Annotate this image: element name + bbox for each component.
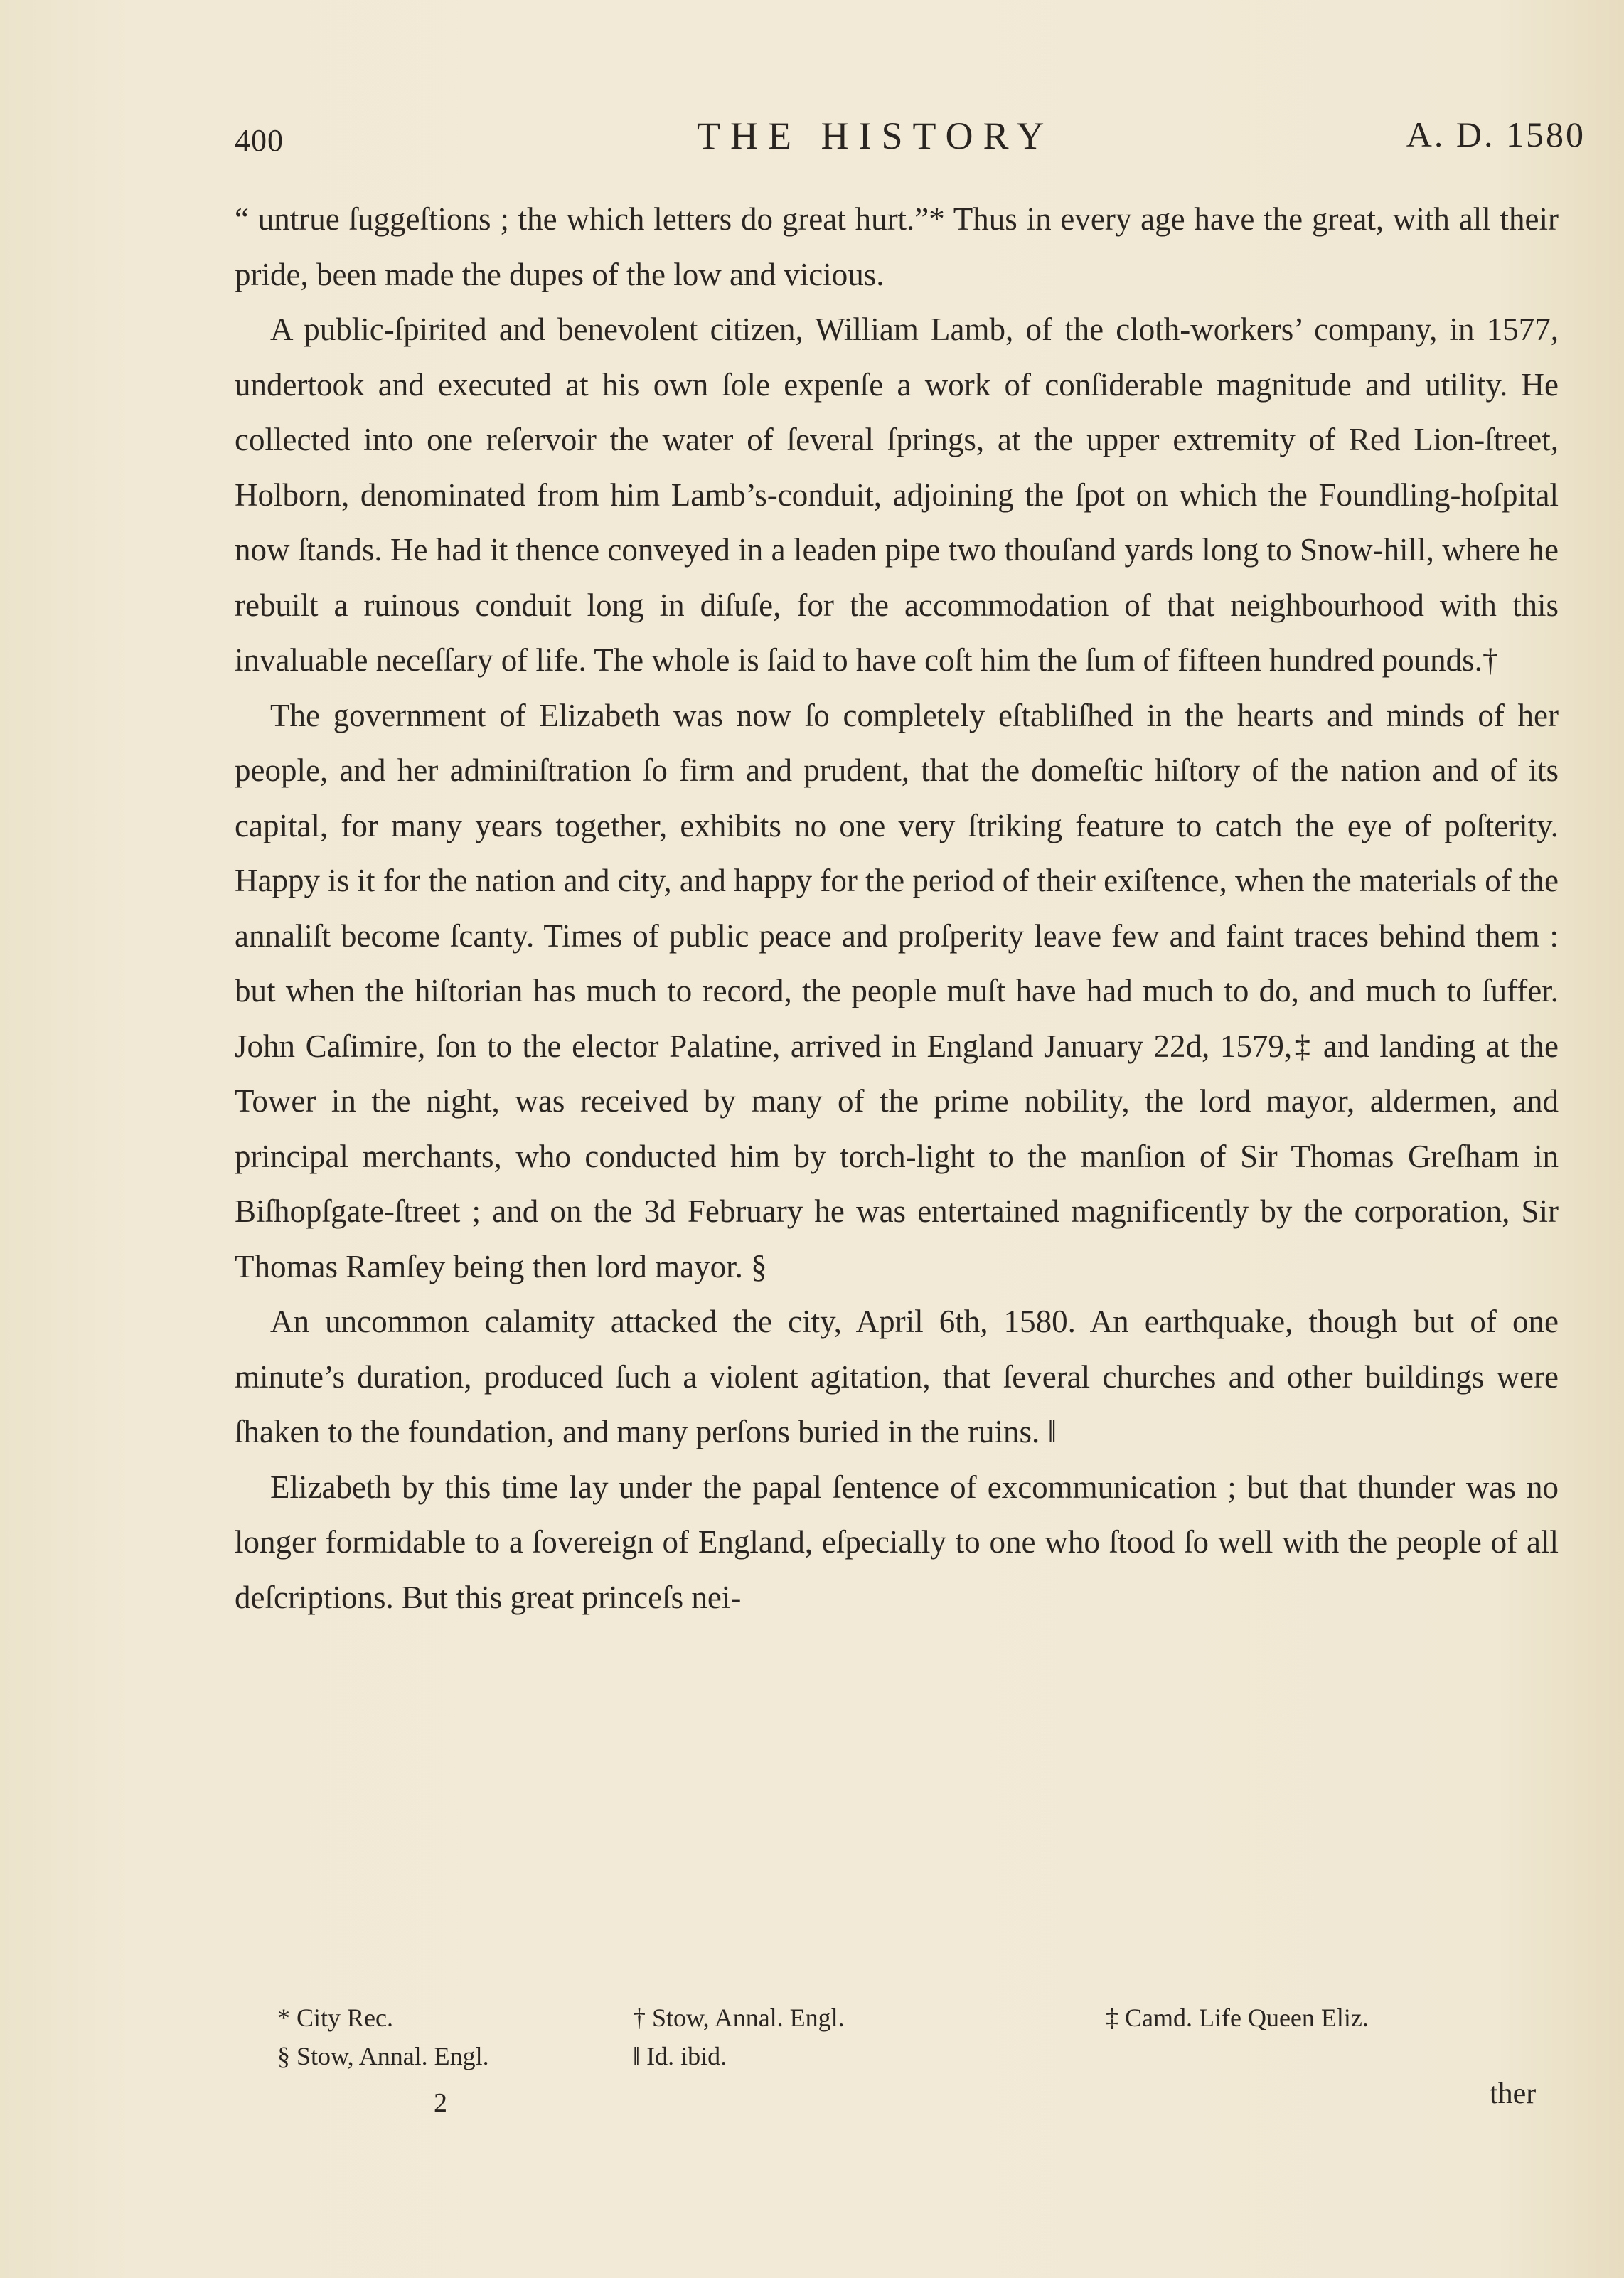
paragraph: “ untrue ſuggeſtions ; the which letters do great hurt.”* Thus in every age have the great, with all their pride, been made the dupes of the low and vicious. xyxy=(235,201,1559,292)
paragraph: An uncommon calamity attacked the city, April 6th, 1580. An earthquake, though but of one minute’s duration, produced ſuch a violent agitation, that ſeveral churches and other buildings were ſhaken to the foundation, and many perſons buried in the ruins. ‖ xyxy=(235,1304,1559,1449)
signature-mark: 2 xyxy=(434,2088,447,2118)
footnote: § Stow, Annal. Engl. xyxy=(277,2042,489,2070)
footnotes xyxy=(235,1998,1559,2075)
page-number: 400 xyxy=(235,123,284,158)
footnote: ‡ Camd. Life Queen Eliz. xyxy=(1106,2003,1369,2032)
footnote: ‖ Id. ibid. xyxy=(633,2042,727,2070)
running-title: THE HISTORY xyxy=(697,115,1054,157)
catchword: ther xyxy=(1490,2077,1537,2110)
page-header xyxy=(235,114,1586,164)
paragraph: A public-ſpirited and benevolent citizen, William Lamb, of the cloth-workers’ company, in 1577, undertook and executed at his own ſole expenſe a work of conſiderable magnitude and utility. He collected into one reſervoir the water of ſeveral ſprings, at the upper extremity of Red Lion-ſtreet, Holborn, denominated from him Lamb’s-conduit, adjoining the ſpot on which the Foundling-hoſpital now ſtands. He had it thence conveyed in a leaden pipe two thouſand yards long to Snow-hill, where he rebuilt a ruinous conduit long in diſuſe, for the accommodation of that neighbourhood with this invaluable neceſſary of life. The whole is ſaid to have coſt him the ſum of fifteen hundred pounds.† xyxy=(235,312,1559,678)
footnote: * City Rec. xyxy=(277,2003,393,2032)
footnote: † Stow, Annal. Engl. xyxy=(633,2003,845,2032)
paragraph: The government of Elizabeth was now ſo completely eſtabliſhed in the hearts and minds of her people, and her adminiſtration ſo firm and prudent, that the domeſtic hiſtory of the nation and of its capital, for many years together, exhibits no one very ſtriking feature to catch the eye of poſterity. Happy is it for the nation and city, and happy for the period of their exiſtence, when the materials of the annaliſt become ſcanty. Times of public peace and proſperity leave few and faint traces behind them : but when the hiſtorian has much to record, the people muſt have had much to do, and much to ſuffer. John Caſimire, ſon to the elector Palatine, arrived in England January 22d, 1579,‡ and landing at the Tower in the night, was received by many of the prime nobility, the lord mayor, aldermen, and principal merchants, who conducted him by torch-light to the manſion of Sir Thomas Greſham in Biſhopſgate-ſtreet ; and on the 3d February he was entertained magnificently by the corporation, Sir Thomas Ramſey being then lord mayor. § xyxy=(235,697,1559,1284)
footnote-row xyxy=(235,1998,1559,2037)
body-text xyxy=(235,192,1559,1625)
paragraph: Elizabeth by this time lay under the papal ſentence of excommunication ; but that thunder was no longer formidable to a ſovereign of England, eſpecially to one who ſtood ſo well with the people of all deſcriptions. But this great princeſs nei- xyxy=(235,1469,1559,1615)
year-heading: A. D. 1580 xyxy=(1406,115,1586,154)
footnote-row xyxy=(235,2037,1559,2075)
